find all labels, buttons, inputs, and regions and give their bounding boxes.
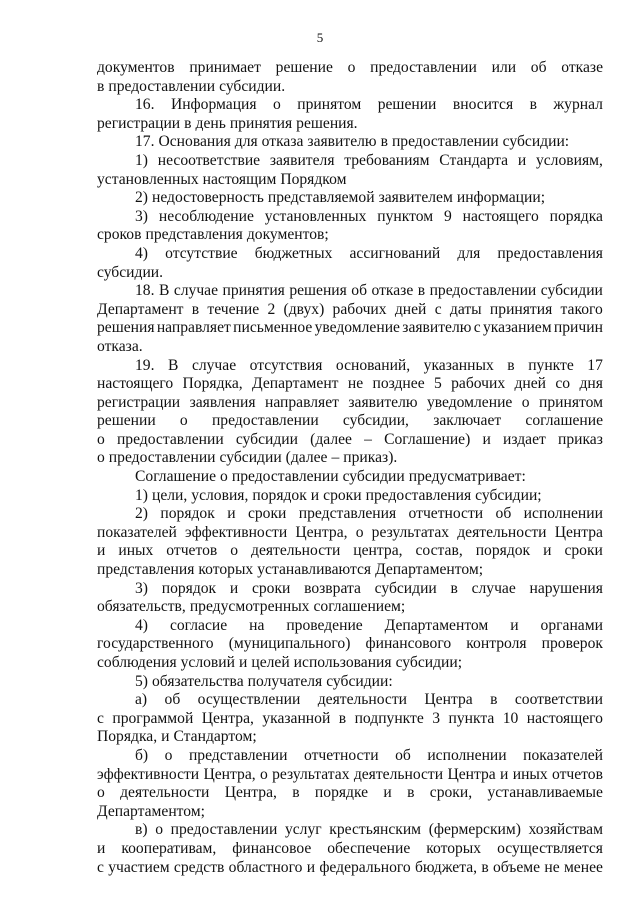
- text-line: 17. Основания для отказа заявителю в предоставлении субсидии:: [135, 133, 570, 151]
- text-line: государственного (муниципального) финансового контроля проверок: [97, 635, 603, 653]
- text-line: Департамент в течение 2 (двух) рабочих дней с даты принятия такого: [97, 300, 603, 318]
- text-line: установленных настоящим Порядком: [97, 170, 347, 188]
- text-line: в) о предоставлении услуг крестьянским (фермерским) хозяйствам: [135, 821, 603, 839]
- text-line: в предоставлении субсидии.: [97, 77, 286, 95]
- text-line: б) о представлении отчетности об исполнении показателей: [135, 746, 603, 764]
- text-line: представления которых устанавливаются Департаментом;: [97, 561, 484, 579]
- text-line: 1) цели, условия, порядок и сроки предоставления субсидии;: [135, 486, 542, 504]
- text-line: решения направляет письменное уведомление заявителю с указанием причин: [97, 319, 603, 337]
- text-line: обязательств, предусмотренных соглашением;: [97, 598, 406, 616]
- text-line: эффективности Центра, о результатах деятельности Центра и иных отчетов: [97, 765, 603, 783]
- text-line: с программой Центра, указанной в подпункте 3 пункта 10 настоящего: [97, 709, 603, 727]
- text-line: 4) согласие на проведение Департаментом и органами: [135, 616, 603, 634]
- text-line: 19. В случае отсутствия оснований, указанных в пункте 17: [135, 356, 603, 374]
- text-line: 5) обязательства получателя субсидии:: [135, 672, 393, 690]
- text-line: документов принимает решение о предоставлении или об отказе: [97, 59, 603, 76]
- text-line: Порядка, и Стандартом;: [97, 728, 257, 746]
- text-line: сроков представления документов;: [97, 226, 329, 244]
- text-line: показателей эффективности Центра, о результатах деятельности Центра: [97, 523, 603, 541]
- text-line: 4) отсутствие бюджетных ассигнований для предоставления: [135, 244, 603, 262]
- page-number: 5: [316, 30, 324, 45]
- text-line: Департаментом;: [97, 802, 205, 820]
- text-line: а) об осуществлении деятельности Центра в соответствии: [135, 691, 603, 709]
- text-line: регистрации в день принятия решения.: [97, 114, 358, 132]
- text-line: и кооперативам, финансовое обеспечение которых осуществляется: [97, 839, 603, 857]
- text-line: 18. В случае принятия решения об отказе в предоставлении субсидии: [135, 282, 603, 300]
- text-line: субсидии.: [97, 263, 164, 281]
- text-line: решении о предоставлении субсидии, заключает соглашение: [97, 412, 603, 430]
- text-line: 2) порядок и сроки представления отчетности об исполнении: [135, 505, 603, 523]
- text-line: с участием средств областного и федерального бюджета, в объеме не менее: [97, 858, 603, 876]
- text-line: 2) недостоверность представляемой заявителем информации;: [135, 189, 546, 207]
- text-line: регистрации заявления направляет заявителю уведомление о принятом: [97, 393, 603, 411]
- text-line: 16. Информация о принятом решении вносится в журнал: [135, 96, 603, 114]
- text-line: о предоставлении субсидии (далее – Соглашение) и издает приказ: [97, 430, 603, 448]
- document-body: [97, 59, 603, 877]
- text-line: и иных отчетов о деятельности центра, состав, порядок и сроки: [97, 542, 603, 560]
- text-line: соблюдения условий и целей использования субсидии;: [97, 654, 463, 671]
- text-line: настоящего Порядка, Департамент не позднее 5 рабочих дней со дня: [97, 375, 603, 393]
- text-line: 3) несоблюдение установленных пунктом 9 настоящего порядка: [135, 207, 603, 225]
- text-line: 3) порядок и сроки возврата субсидии в случае нарушения: [135, 579, 603, 597]
- text-line: 1) несоответствие заявителя требованиям Стандарта и условиям,: [135, 151, 603, 169]
- text-line: о деятельности Центра, в порядке и в сроки, устанавливаемые: [97, 784, 603, 802]
- text-line: Соглашение о предоставлении субсидии предусматривает:: [135, 468, 526, 486]
- text-line: отказа.: [97, 337, 143, 355]
- text-line: о предоставлении субсидии (далее – приказ).: [97, 449, 398, 467]
